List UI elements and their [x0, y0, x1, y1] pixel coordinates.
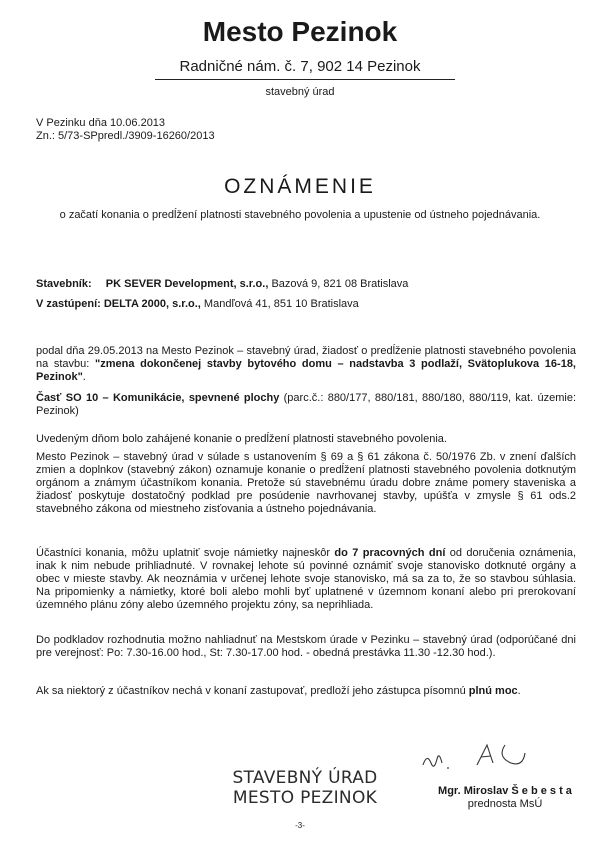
- construction-name: "zmena dokončenej stavby bytového domu – nadstavba 3 podlaží, Svätoplukova 16-18, Pezinok": [36, 358, 576, 383]
- inspection-paragraph: Do podkladov rozhodnutia možno nahliadnuť na Mestskom úrade v Pezinku – stavebný úrad (odporúčané dni pre verejnosť: Po: 7.30-16.00 hod., St: 7.30-17.00 hod. - obedná prestávka 11.30 -12.30 hod.).: [36, 634, 576, 659]
- date-line: V Pezinku dňa 10.06.2013: [36, 117, 166, 129]
- signer-name: Mgr. Miroslav Š e b e s t a: [438, 785, 572, 797]
- representative-address: Mandľová 41, 851 10 Bratislava: [203, 298, 359, 310]
- header-divider: [155, 79, 455, 80]
- handwritten-signature: [415, 735, 545, 780]
- procedure-paragraph: Mesto Pezinok – stavebný úrad v súlade s ustanovením § 69 a § 61 zákona č. 50/1976 Zb. v znení ďalších zmien a doplnkov (stavebný zákon) oznamuje konanie o predĺžení platnosti stavebného povolenia dotknutým orgánom a známym účastníkom konania. Pretože sú stavebnému úradu dobre známe pomery staveniska a žiadosť poskytuje dostatočný podklad pre posúdenie navrhovanej stavby, upúšťa v zmysle § 61 ods.2 stavebného zákona od miestneho zisťovania a ústneho pojednávania.: [36, 451, 576, 515]
- representation-text: Ak sa niektorý z účastníkov nechá v konaní zastupovať, predloží jeho zástupca písomnú: [36, 685, 469, 697]
- start-paragraph: Uvedeným dňom bolo zahájené konanie o predĺžení platnosti stavebného povolenia.: [36, 433, 447, 445]
- representative-label: V zastúpení:: [36, 298, 101, 310]
- document-meta: [36, 117, 215, 143]
- application-end: .: [82, 371, 86, 383]
- page-number: -3-: [295, 821, 305, 830]
- notice-subject: o začatí konania o predĺžení platnosti stavebného povolenia a upustenie od ústneho pojednávania.: [59, 209, 541, 221]
- representative-line: [36, 298, 359, 310]
- stamp-line-1: STAVEBNÝ ÚRAD: [232, 768, 378, 788]
- representation-end: .: [517, 685, 521, 697]
- signature-block: [420, 785, 590, 811]
- objections-rest: od doručenia oznámenia, inak k nim nebude prihliadnuté. V rovnakej lehote sú povinné oznámiť svoje stanovisko dotknuté orgány a obec v mieste stavby. Ak neoznámia v určenej lehote svoje stanovisko, má sa za to, že so stavbou súhlasia. Na pripomienky a námietky, ktoré boli alebo mohli byť uplatnené v územnom konaní alebo pri prerokovaní územného plánu zóny alebo územného projektu zóny, sa neprihliada.: [36, 547, 577, 611]
- representative-name: DELTA 2000, s.r.o.,: [103, 298, 201, 310]
- part-paragraph: [36, 392, 576, 418]
- part-parcels: (parc.č.: 880/177, 880/181, 880/180, 880/119, kat. územie: Pezinok): [36, 392, 576, 417]
- application-text: podal dňa 29.05.2013 na Mesto Pezinok – stavebný úrad, žiadosť o predĺženie platnosti stavebného povolenia na stavbu:: [36, 345, 576, 370]
- signer-role: prednosta MsÚ: [467, 798, 543, 810]
- objections-start: Účastníci konania, môžu uplatniť svoje námietky najneskôr: [36, 547, 335, 559]
- objections-paragraph: [36, 547, 576, 612]
- builder-address: Bazová 9, 821 08 Bratislava: [271, 278, 409, 290]
- builder-label: Stavebník:: [36, 278, 92, 290]
- objections-deadline: do 7 pracovných dní: [334, 547, 446, 559]
- town-address: Radničné nám. č. 7, 902 14 Pezinok: [179, 58, 421, 75]
- office-name: stavebný úrad: [265, 86, 335, 98]
- application-paragraph: [36, 345, 576, 384]
- representation-paragraph: [36, 685, 576, 698]
- part-title: Časť SO 10 – Komunikácie, spevnené plochy: [36, 392, 280, 404]
- stamp-line-2: MESTO PEZINOK: [232, 788, 378, 808]
- power-of-attorney: plnú moc: [468, 685, 518, 697]
- notice-title: OZNÁMENIE: [224, 175, 376, 198]
- builder-line: [36, 278, 408, 290]
- town-title: Mesto Pezinok: [202, 16, 398, 47]
- builder-name: PK SEVER Development, s.r.o.,: [105, 278, 269, 290]
- office-stamp: [225, 768, 385, 808]
- reference-number: Zn.: 5/73-SPpredl./3909-16260/2013: [36, 130, 215, 142]
